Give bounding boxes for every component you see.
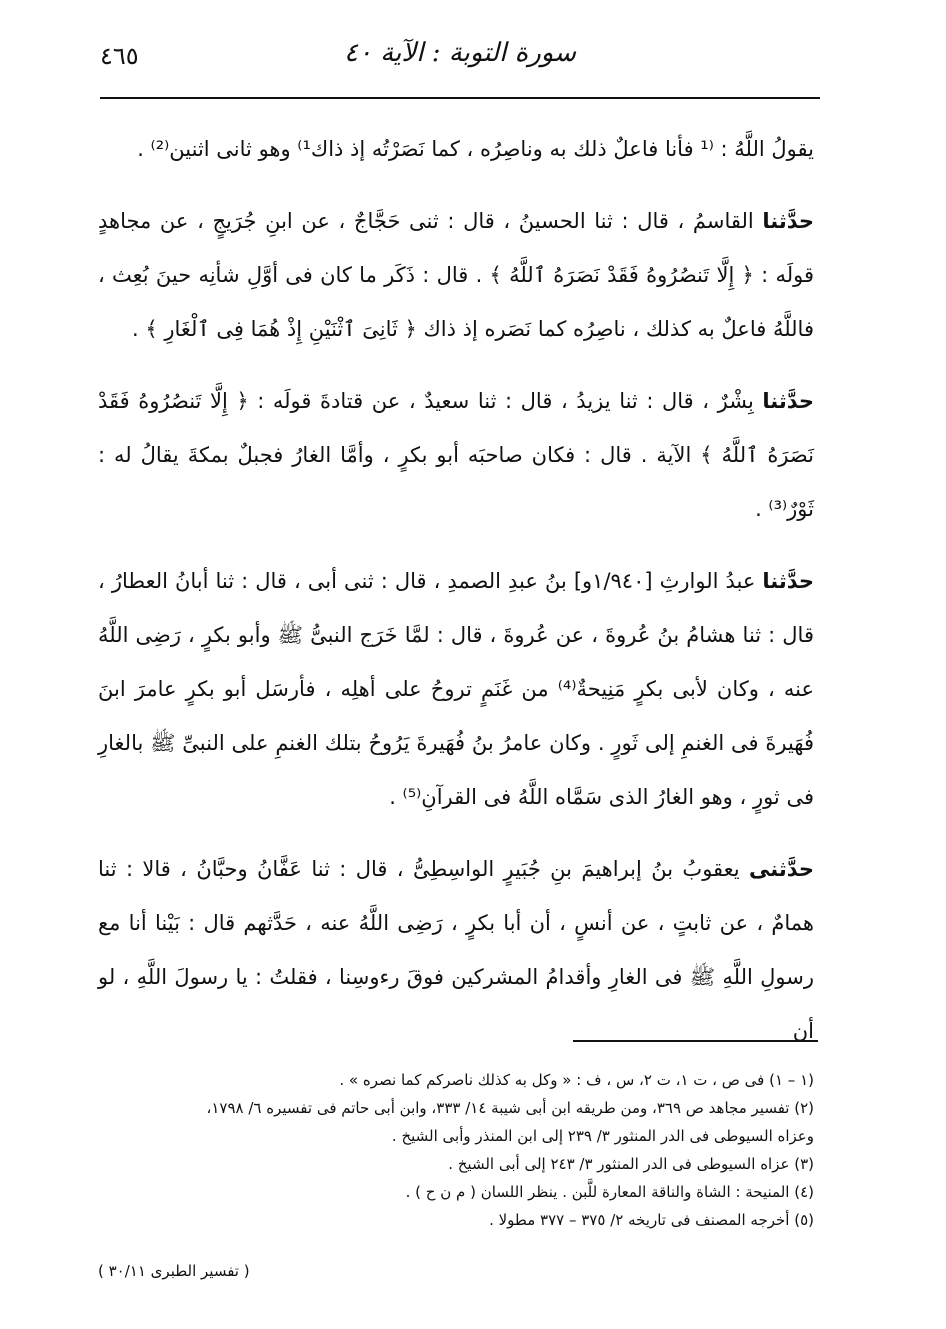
page-number: ٤٦٥ <box>100 42 139 70</box>
paragraph-lead: حدَّثنى <box>749 857 814 881</box>
footnote: (٢) تفسير مجاهد ص ٣٦٩، ومن طريقه ابن أبى شيبة ١٤/ ٣٣٣، وابن أبى حاتم فى تفسيره ٦/ ١٧٩٨، <box>206 1099 814 1117</box>
main-text <box>98 122 814 1076</box>
paragraph-text: عبدُ الوارثِ [١/٩٤٠و] بنُ عبدِ الصمدِ ، قال : ثنى أبى ، قال : ثنا أبانُ العطارُ ، قال : ثنا هشامُ بنُ عُروةَ ، عن عُروةَ ، قال : لمَّا خَرَج النبىُّ ﷺ وأبو بكرٍ ، رَضِى اللَّهُ عنه ، وكان لأبى بكرٍ مَنِيحةٌ⁽⁴⁾ من غَنَمٍ تروحُ على أهلِه ، فأرسَل أبو بكرٍ عامرَ ابنَ فُهَيرةَ فى الغنمِ إلى ثَورٍ . وكان عامرُ بنُ فُهَيرةَ يَرُوحُ بتلك الغنمِ على النبىِّ ﷺ بالغارِ فى ثورٍ ، وهو الغارُ الذى سَمَّاه اللَّهُ فى القرآنِ⁽⁵⁾ . <box>98 569 814 809</box>
footnote-continuation: وعزاه السيوطى فى الدر المنثور ٣/ ٢٣٩ إلى ابن المنذر وأبى الشيخ . <box>391 1127 814 1145</box>
paragraph-text: بِشْرٌ ، قال : ثنا يزيدُ ، قال : ثنا سعيدٌ ، عن قتادةَ قولَه : ﴿ إِلَّا تَنصُرُوهُ فَقَدْ نَصَرَهُ ٱللَّهُ ﴾ الآية . قال : فكان صاحبَه أبو بكرٍ ، وأمَّا الغارُ فجبلٌ بمكةَ يقالُ له : ثَوْرٌ⁽³⁾ . <box>98 389 814 521</box>
paragraph-lead: حدَّثنا <box>762 569 815 593</box>
paragraph <box>98 842 814 1058</box>
paragraph <box>98 374 814 536</box>
paragraph-text: يقولُ اللَّهُ : ⁽¹ فأنا فاعلٌ ذلك به وناصِرُه ، كما نَصَرْتُه إذ ذاك¹⁾ وهو ثانى اثنين⁽²⁾ . <box>137 137 814 161</box>
paragraph <box>98 554 814 824</box>
footnote: (٣) عزاه السيوطى فى الدر المنثور ٣/ ٢٤٣ إلى أبى الشيخ . <box>448 1155 814 1173</box>
footnote-divider <box>573 1040 818 1042</box>
header-divider <box>100 97 820 99</box>
running-header <box>100 38 820 90</box>
paragraph-lead: حدَّثنا <box>762 209 814 233</box>
paragraph <box>98 122 814 176</box>
footnotes <box>98 1066 814 1234</box>
paragraph-text: يعقوبُ بنُ إبراهيمَ بنِ جُبَيرٍ الواسِطِىُّ ، قال : ثنا عَفَّانُ وحبَّانُ ، قالا : ثنا همامٌ ، عن ثابتٍ ، عن أنسٍ ، أن أبا بكرٍ ، رَضِى اللَّهُ عنه ، حَدَّثهم قال : بَيْنا أنا مع رسولِ اللَّهِ ﷺ فى الغارِ وأقدامُ المشركين فوقَ رءوسِنا ، فقلتُ : يا رسولَ اللَّهِ ، لو أن <box>98 857 814 1043</box>
volume-reference: ( تفسير الطبرى ٣٠/١١ ) <box>98 1262 250 1280</box>
paragraph <box>98 194 814 356</box>
footnote: (١ – ١) فى ص ، ت ١، ت ٢، س ، ف : « وكل به كذلك ناصركم كما نصره » . <box>339 1071 814 1089</box>
surah-title: سورة التوبة : الآية ٤٠ <box>344 38 576 68</box>
footnote: (٥) أخرجه المصنف فى تاريخه ٢/ ٣٧٥ – ٣٧٧ مطولا . <box>489 1211 814 1229</box>
paragraph-text: القاسمُ ، قال : ثنا الحسينُ ، قال : ثنى حَجَّاجٌ ، عن ابنِ جُرَيجٍ ، عن مجاهدٍ قولَه : ﴿ إِلَّا تَنصُرُوهُ فَقَدْ نَصَرَهُ ٱللَّهُ ﴾ . قال : ذَكَر ما كان فى أوَّلِ شأنِه حينَ بُعِث ، فاللَّهُ فاعلٌ به كذلك ، ناصِرُه كما نَصَره إذ ذاك ﴿ ثَانِىَ ٱثْنَيْنِ إِذْ هُمَا فِى ٱلْغَارِ ﴾ . <box>98 209 814 341</box>
paragraph-lead: حدَّثنا <box>762 389 814 413</box>
footnote: (٤) المنيحة : الشاة والناقة المعارة للَّبن . ينظر اللسان ( م ن ح ) . <box>405 1183 814 1201</box>
